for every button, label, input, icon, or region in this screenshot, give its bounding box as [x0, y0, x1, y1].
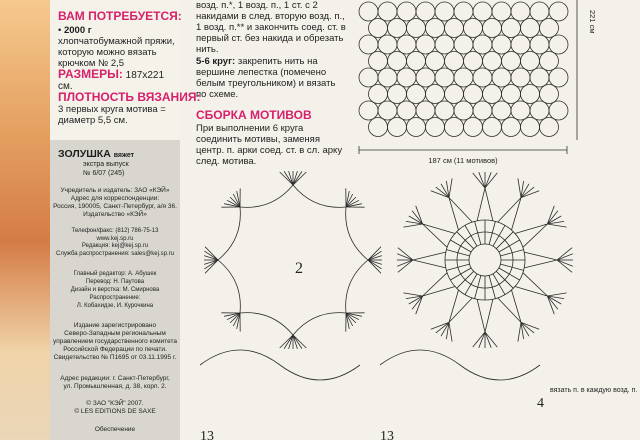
- connector-arc: [200, 350, 360, 380]
- motif-circle: [397, 101, 416, 120]
- left-motif-arc: [293, 185, 346, 207]
- petal-fan-stitch: [547, 293, 566, 296]
- motif-circle: [359, 2, 378, 21]
- motif-circle: [369, 85, 388, 104]
- address-line: ул. Промышленная, д. 38, корп. 2.: [63, 383, 167, 390]
- motif-number-left: 2: [295, 260, 303, 277]
- yarn-text: хлопчатобумажной пряжи, которую можно вязать крючком № 2,5: [58, 36, 175, 69]
- petal-fan-stitch: [547, 296, 558, 309]
- radial-stitch: [493, 225, 505, 246]
- legend-number: 4: [537, 396, 544, 411]
- petal-fan-stitch: [398, 260, 413, 272]
- petal-fan-stitch: [397, 254, 413, 260]
- petal-fan-stitch: [473, 173, 485, 188]
- motif-circle: [426, 19, 445, 38]
- round-text: закрепить нить на вершине лепестка (помечено белым треугольником) и вязать по схеме.: [196, 56, 336, 100]
- radial-stitch: [501, 250, 524, 256]
- motif-circle: [511, 68, 530, 87]
- petal-fan-stitch: [521, 187, 534, 198]
- petal: [498, 198, 521, 230]
- petal-fan-stitch: [449, 178, 452, 197]
- bullet: •: [58, 25, 62, 36]
- publisher-line: Адрес для корреспонденции:: [70, 195, 160, 202]
- motif-circle: [549, 101, 568, 120]
- publisher-line: Издательство «КЭЙ»: [83, 211, 147, 218]
- motif-circle: [378, 2, 397, 21]
- motif-circle: [540, 118, 559, 137]
- radial-stitch: [489, 276, 495, 299]
- petal-fan-stitch: [485, 332, 497, 347]
- petal-fan-stitch: [547, 211, 558, 224]
- motif-circle: [445, 52, 464, 71]
- petal: [413, 252, 446, 268]
- motif-layout-grid: [345, 0, 640, 170]
- motif-circle: [359, 35, 378, 54]
- motif-circle: [502, 85, 521, 104]
- motif-circle: [445, 118, 464, 137]
- instructions-top: возд. п.*, 1 возд. п., 1 ст. с 2 накидами в след. вторую возд. п., 1 возд. п.** и закончить соед. ст. в первый ст. без накида и обрезать нить.: [196, 0, 346, 55]
- motif-circle: [369, 118, 388, 137]
- radial-stitch: [475, 221, 481, 244]
- petal-fan-stitch: [485, 172, 491, 188]
- radial-stitch: [496, 232, 513, 249]
- petal-fan-stitch: [479, 332, 485, 348]
- round-label: 5-6 круг:: [196, 56, 236, 67]
- motif-circle: [502, 19, 521, 38]
- motif-circle: [473, 68, 492, 87]
- registration-line: Российской Федерации по печати.: [63, 346, 167, 353]
- left-motif-fan-stitch: [284, 171, 293, 185]
- petal-fan-stitch: [436, 322, 449, 333]
- copyright-line: © ЗАО "КЭЙ" 2007.: [86, 400, 144, 407]
- gauge-text: 3 первых круга мотива = диаметр 5,5 см.: [58, 104, 166, 126]
- motif-circle: [388, 52, 407, 71]
- left-motif-fan-stitch: [293, 171, 302, 185]
- motif-circle: [511, 35, 530, 54]
- radial-stitch: [501, 264, 524, 270]
- motif-circle: [454, 35, 473, 54]
- assembly-heading: СБОРКА МОТИВОВ: [196, 108, 312, 122]
- bottom-number-a: 13: [200, 429, 214, 440]
- motif-circle: [464, 85, 483, 104]
- size-heading: РАЗМЕРЫ:: [58, 67, 123, 81]
- motif-circle: [416, 35, 435, 54]
- motif-circle: [464, 118, 483, 137]
- radial-stitch: [475, 276, 481, 299]
- materials-text: [58, 25, 176, 69]
- magazine-title: ЗОЛУШКА: [58, 148, 111, 160]
- motif-circle: [492, 2, 511, 21]
- radial-stitch: [457, 271, 474, 288]
- motif-circle: [445, 85, 464, 104]
- height-label: 221 см: [588, 10, 597, 34]
- photo-edge-strip: [0, 0, 50, 440]
- petal: [515, 224, 547, 247]
- bottom-number-b: 13: [380, 429, 394, 440]
- motif-circle: [502, 52, 521, 71]
- motif-circle: [511, 2, 530, 21]
- motif-circle: [521, 118, 540, 137]
- motif-circle: [521, 52, 540, 71]
- motif-circle: [464, 19, 483, 38]
- motif-circle: [530, 68, 549, 87]
- left-motif-fan-stitch: [368, 251, 382, 260]
- motif-circle: [378, 68, 397, 87]
- petal-fan-stitch: [547, 206, 554, 224]
- petal-fan-stitch: [398, 248, 413, 260]
- chart-strokes: [200, 171, 573, 380]
- publisher-line: Россия, 190005, Санкт-Петербург, а/я 36.: [53, 203, 177, 210]
- motif-circle: [483, 118, 502, 137]
- staff-line: Л. Кобахидзе, И. Курочкина: [76, 303, 154, 309]
- radial-stitch: [493, 274, 505, 295]
- petal: [515, 273, 547, 296]
- motif-circle: [407, 52, 426, 71]
- petal-fan-stitch: [518, 322, 521, 341]
- motif-circle: [521, 85, 540, 104]
- registration-block: [52, 322, 178, 362]
- petal-fan-stitch: [479, 172, 485, 188]
- petal-fan-stitch: [412, 211, 423, 224]
- footer-text: Обеспечение: [94, 426, 136, 433]
- gauge-heading: ПЛОТНОСТЬ ВЯЗАНИЯ:: [58, 90, 201, 104]
- petal: [477, 188, 493, 221]
- motif-circle: [416, 68, 435, 87]
- motif-circle: [483, 85, 502, 104]
- publisher-block: [52, 187, 178, 219]
- registration-line: Северо-Западным региональным: [64, 330, 166, 337]
- petal-fan-stitch: [521, 322, 539, 329]
- motif-circle: [435, 68, 454, 87]
- petal-fan-stitch: [449, 322, 452, 341]
- round-instructions: [196, 56, 346, 100]
- petal: [423, 273, 455, 296]
- motif-circle: [492, 101, 511, 120]
- petal-fan-stitch: [431, 322, 449, 329]
- petal-fan-stitch: [547, 224, 566, 227]
- motif-circle: [454, 101, 473, 120]
- petal-fan-stitch: [403, 293, 422, 296]
- motif-circle: [540, 85, 559, 104]
- registration-line: Свидетельство № П1695 от 03.11.1995 г.: [53, 354, 177, 361]
- petal-fan-stitch: [521, 322, 534, 333]
- motif-circle: [530, 35, 549, 54]
- motif-circle: [540, 19, 559, 38]
- motif-circle: [416, 2, 435, 21]
- radial-stitch: [465, 225, 477, 246]
- size-value: 187х221 см.: [58, 70, 165, 92]
- motif-circle: [473, 35, 492, 54]
- petal-fan-stitch: [557, 260, 573, 266]
- left-motif-arc: [240, 313, 293, 335]
- radial-stitch: [446, 250, 469, 256]
- contact-line: Редакция: kej@kej.sp.ru: [81, 243, 149, 249]
- copyright-block: [52, 400, 178, 416]
- motif-circle: [502, 118, 521, 137]
- petal-fan-stitch: [431, 191, 449, 198]
- petal-fan-stitch: [547, 296, 554, 314]
- motif-circle: [426, 52, 445, 71]
- left-motif-fan-stitch: [293, 335, 302, 349]
- left-motif-fan-stitch: [204, 251, 218, 260]
- yarn-amount: 2000 г: [63, 25, 92, 36]
- staff-line: Распространение:: [89, 295, 141, 301]
- width-label: 187 см (11 мотивов): [428, 156, 498, 165]
- radial-stitch: [446, 264, 469, 270]
- center-ring: [469, 244, 501, 276]
- legend-text-box: [550, 387, 638, 417]
- left-motif-arc: [346, 207, 368, 260]
- motif-circle: [407, 19, 426, 38]
- petal-fan-stitch: [412, 296, 423, 309]
- petal-fan-stitch: [485, 332, 491, 348]
- staff-block: [52, 270, 178, 310]
- contact-line: Служба распространения: sales@kej.sp.ru: [56, 250, 174, 257]
- motif-circle: [359, 101, 378, 120]
- motif-circle: [530, 2, 549, 21]
- size-line: [58, 69, 180, 92]
- registration-line: Издание зарегистрировано: [73, 322, 157, 329]
- contact-line: Телефон/факс: (812) 786-75-13: [71, 228, 159, 234]
- motif-circle: [492, 68, 511, 87]
- left-motif-arc: [218, 260, 240, 313]
- petal: [423, 224, 455, 247]
- magazine-info-box: [50, 140, 180, 440]
- motif-circle: [511, 101, 530, 120]
- motif-circle: [397, 68, 416, 87]
- motif-circle: [416, 101, 435, 120]
- petal-fan-stitch: [557, 260, 572, 272]
- left-motif-fan-stitch: [204, 260, 218, 269]
- radial-stitch: [450, 268, 471, 280]
- magazine-title-line: [58, 148, 134, 160]
- magazine-subtitle: экстра выпуск: [83, 161, 129, 168]
- petal-fan-stitch: [485, 173, 497, 188]
- petal-fan-stitch: [416, 206, 423, 224]
- petal: [498, 290, 521, 322]
- motif-circle: [397, 35, 416, 54]
- left-motif-arc: [240, 185, 293, 207]
- motif-circle: [388, 19, 407, 38]
- magazine-title-suffix: вяжет: [113, 152, 135, 159]
- petal-fan-stitch: [518, 178, 521, 197]
- petal-fan-stitch: [403, 224, 422, 227]
- motif-circle: [549, 2, 568, 21]
- staff-line: Главный редактор: А. Абушек: [73, 271, 157, 277]
- motif-circle: [483, 19, 502, 38]
- petal: [449, 198, 472, 230]
- motif-circle: [407, 118, 426, 137]
- motif-circle: [388, 118, 407, 137]
- radial-stitch: [465, 274, 477, 295]
- motif-circle: [388, 85, 407, 104]
- crochet-chart: [180, 165, 640, 440]
- motif-circle: [378, 35, 397, 54]
- radial-stitch: [499, 240, 520, 252]
- contact-line: www.kej.sp.ru: [96, 235, 134, 242]
- materials-heading: ВАМ ПОТРЕБУЕТСЯ:: [58, 9, 182, 23]
- contact-block: [52, 228, 178, 258]
- petal-fan-stitch: [557, 248, 572, 260]
- magazine-issue: № 6/07 (245): [83, 170, 125, 177]
- motif-circle: [369, 19, 388, 38]
- petal: [449, 290, 472, 322]
- motif-circle: [530, 101, 549, 120]
- address-line: Адрес редакции: г. Санкт-Петербург,: [60, 375, 170, 382]
- left-motif-arc: [346, 260, 368, 313]
- copyright-line: © LES EDITIONS DE SAXE: [74, 408, 156, 415]
- petal-fan-stitch: [521, 191, 539, 198]
- motif-circle: [492, 35, 511, 54]
- left-motif-arc: [218, 207, 240, 260]
- motif-circle: [521, 19, 540, 38]
- motif-circle: [426, 85, 445, 104]
- left-motif-fan-stitch: [284, 335, 293, 349]
- motif-circle: [473, 2, 492, 21]
- motif-circle: [549, 35, 568, 54]
- motif-circle: [454, 2, 473, 21]
- petal-fan-stitch: [416, 296, 423, 314]
- petal-fan-stitch: [397, 260, 413, 266]
- motif-circle: [435, 2, 454, 21]
- radial-stitch: [489, 221, 495, 244]
- connector-arc: [380, 350, 540, 380]
- motif-circle: [454, 68, 473, 87]
- radial-stitch: [496, 271, 513, 288]
- motif-circle: [407, 85, 426, 104]
- motif-circle: [445, 19, 464, 38]
- staff-line: Дизайн и верстка: М. Смирнова: [70, 287, 160, 293]
- petal-fan-stitch: [436, 187, 449, 198]
- motif-circle: [435, 35, 454, 54]
- motif-circle: [426, 118, 445, 137]
- motif-circle: [435, 101, 454, 120]
- motif-circle: [464, 52, 483, 71]
- motif-circles: [359, 2, 568, 137]
- publisher-line: Учредитель и издатель: ЗАО «КЭЙ»: [60, 187, 170, 194]
- staff-line: Перевод: Н. Паутова: [85, 279, 145, 285]
- assembly-text: При выполнении 6 круга соединить мотивы, заменяя центр. п. арки соед. ст. в сл. арку след. мотива.: [196, 123, 343, 167]
- motif-circle: [473, 101, 492, 120]
- motif-circle: [359, 68, 378, 87]
- petal-fan-stitch: [557, 254, 573, 260]
- radial-stitch: [457, 232, 474, 249]
- radial-stitch: [499, 268, 520, 280]
- legend-text: вязать п. в каждую возд. п.: [550, 387, 638, 394]
- motif-circle: [369, 52, 388, 71]
- radial-stitch: [450, 240, 471, 252]
- motif-circle: [397, 2, 416, 21]
- petal: [524, 252, 557, 268]
- petal-fan-stitch: [473, 332, 485, 347]
- motif-circle: [549, 68, 568, 87]
- motif-circle: [540, 52, 559, 71]
- left-motif-fan-stitch: [368, 260, 382, 269]
- motif-circle: [483, 52, 502, 71]
- address-block: [52, 375, 178, 391]
- registration-line: управлением государственного комитета: [52, 338, 178, 345]
- petal: [477, 299, 493, 332]
- motif-circle: [378, 101, 397, 120]
- left-motif-arc: [293, 313, 346, 335]
